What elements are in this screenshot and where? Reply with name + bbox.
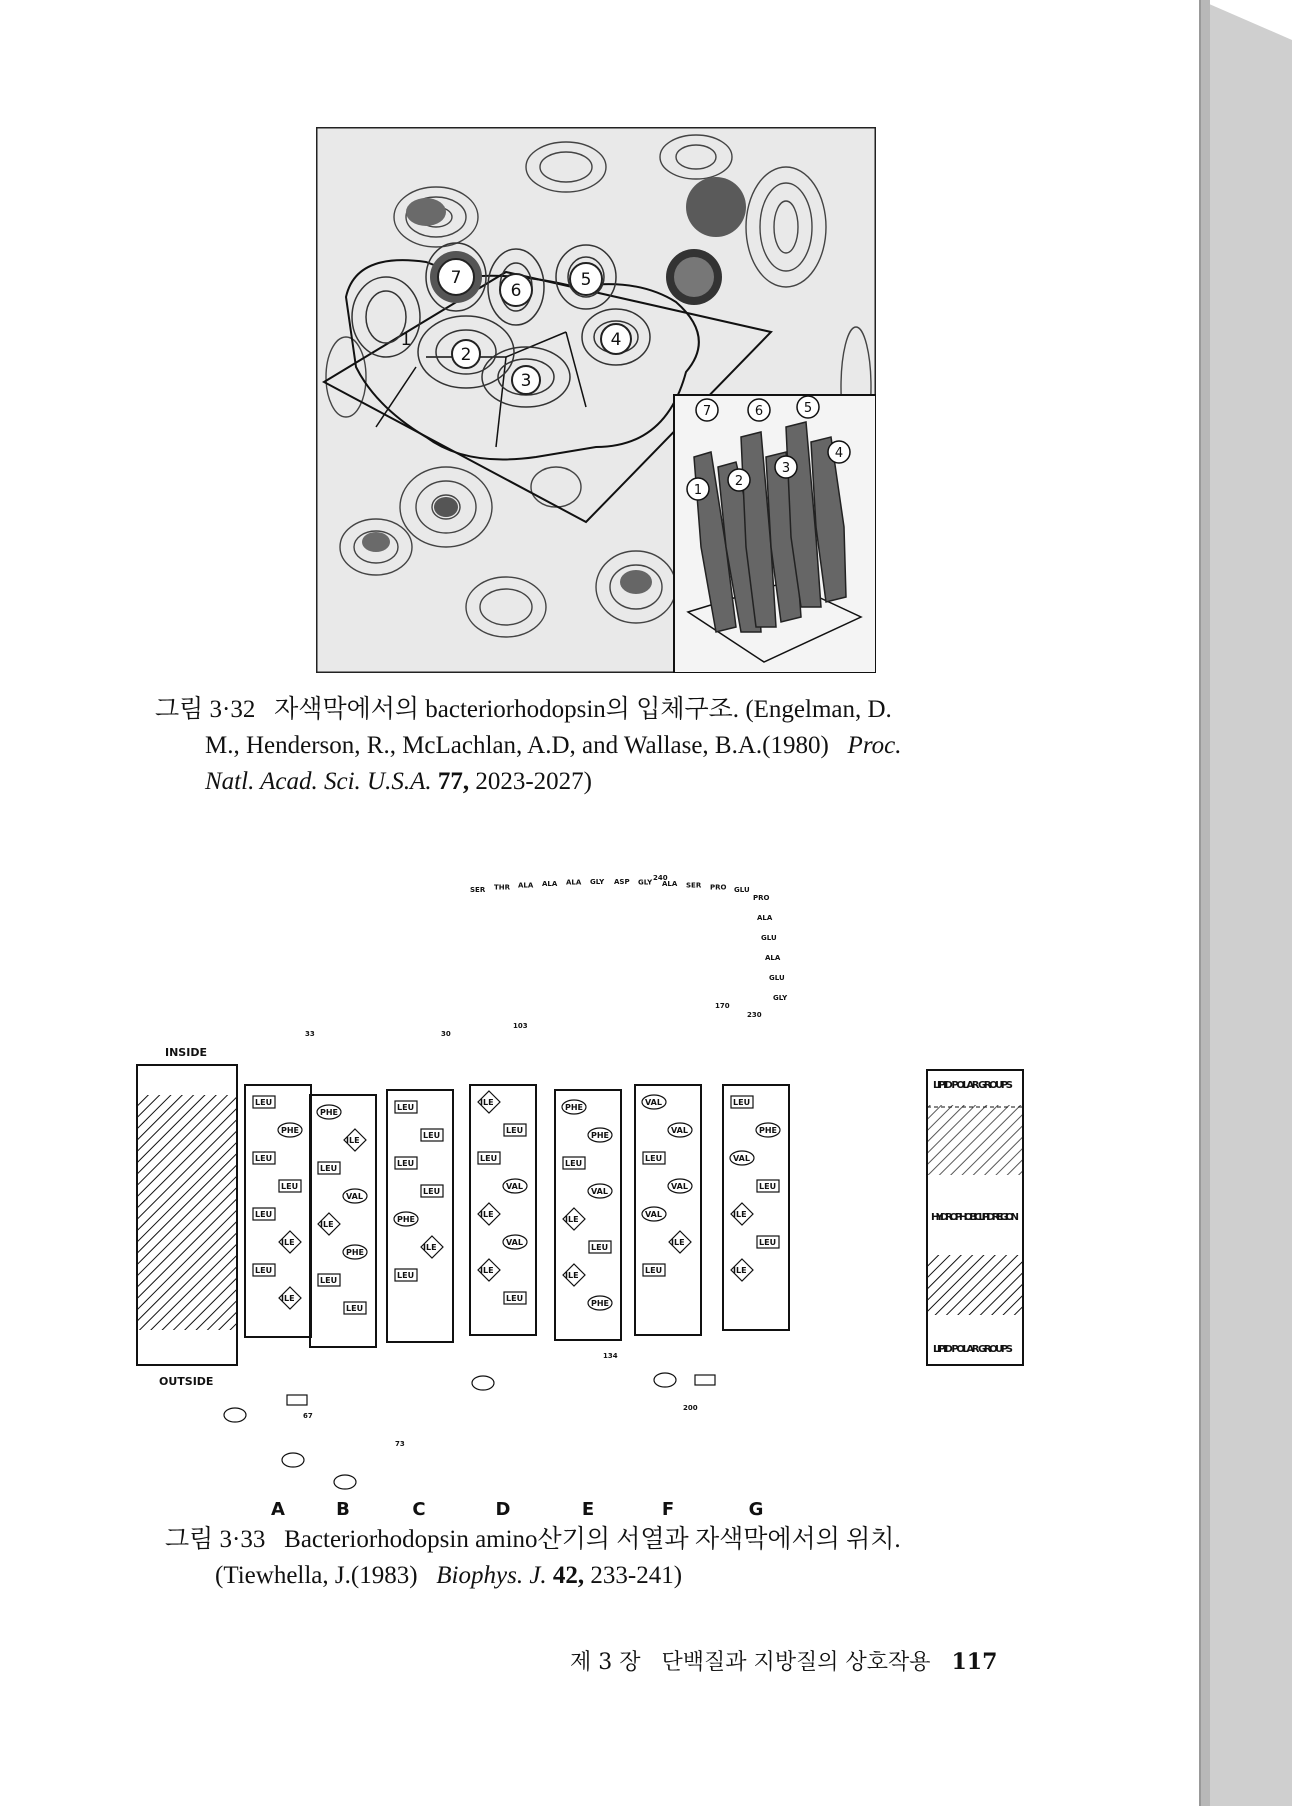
top-loop-residue: GLY (638, 878, 653, 887)
caption-ref-volume: 42, (552, 1562, 585, 1589)
residue-label: LEU (397, 1271, 415, 1280)
residue-label: ILE (281, 1294, 295, 1303)
top-loop-residue: ASP (614, 878, 630, 887)
helix-letter-a: A (271, 1499, 285, 1520)
residue-number-230: 230 (747, 1011, 762, 1019)
helix-label-5: 5 (580, 270, 592, 290)
caption-text: Bacteriorhodopsin amino산기의 서열과 자색막에서의 위치. (284, 1526, 901, 1553)
residue-label: LEU (320, 1164, 338, 1173)
helix-label-4: 4 (610, 330, 622, 350)
residue-label: ILE (346, 1136, 360, 1145)
residue-label: PHE (759, 1126, 778, 1135)
residue-label: PHE (591, 1131, 610, 1140)
helix-label-7: 7 (450, 268, 462, 288)
residue-label: ILE (565, 1271, 579, 1280)
top-loop-residue: ALA (542, 879, 558, 888)
helix-label-2: 2 (460, 345, 472, 365)
label-lipid-polar-bottom: LIPID POLAR GROUPS (933, 1344, 1013, 1355)
residue-label: VAL (506, 1238, 523, 1247)
residue-label: ILE (671, 1238, 685, 1247)
top-loop-residue: ALA (757, 914, 773, 922)
residue-label: LEU (506, 1126, 524, 1135)
footer-title: 단백질과 지방질의 상호작용 (661, 1650, 931, 1675)
residue-label: VAL (645, 1210, 662, 1219)
top-loop-residue: GLU (734, 886, 750, 894)
top-loop-residue: GLU (761, 934, 777, 942)
residue-label: LEU (759, 1182, 777, 1191)
residue-label: ILE (281, 1238, 295, 1247)
top-loop-residue: PRO (710, 883, 727, 892)
residue-label: LEU (506, 1294, 524, 1303)
residue-number-103: 103 (513, 1022, 528, 1030)
residue-label: VAL (645, 1098, 662, 1107)
top-loop-residue: THR (494, 883, 511, 892)
caption-ref-journal-2: Natl. Acad. Sci. U.S.A. (205, 768, 432, 795)
inset-label-1: 1 (693, 483, 703, 498)
inset-label-7: 7 (702, 404, 712, 419)
residue-label: LEU (346, 1304, 364, 1313)
residue-number-170: 170 (715, 1002, 730, 1010)
top-loop-residue: PRO (753, 894, 770, 902)
caption-number: 그림 3·32 (155, 696, 256, 723)
residue-label: LEU (320, 1276, 338, 1285)
inset-label-4: 4 (834, 446, 844, 461)
helix-letter-g: G (748, 1499, 764, 1520)
residue-label: ILE (480, 1266, 494, 1275)
residue-label: LEU (480, 1154, 498, 1163)
residue-label: LEU (255, 1266, 273, 1275)
label-lipid-polar-top: LIPID POLAR GROUPS (933, 1080, 1013, 1091)
caption-ref-volume: 77, (437, 768, 470, 795)
residue-label: ILE (480, 1210, 494, 1219)
caption-figure-3-32 (155, 692, 1015, 800)
figure-3-33 (135, 870, 1025, 1520)
residue-label: LEU (759, 1238, 777, 1247)
label-hydrophobic: HYDROPHOBIC LIPID REGION (931, 1212, 1019, 1223)
residue-number-67: 67 (303, 1412, 313, 1420)
residue-label: LEU (397, 1159, 415, 1168)
residue-label: LEU (281, 1182, 299, 1191)
top-loop-residue: GLY (590, 878, 605, 887)
helix-label-6: 6 (510, 281, 522, 301)
caption-ref-pages: 233-241) (590, 1562, 683, 1589)
residue-label: LEU (591, 1243, 609, 1252)
residue-number-240: 240 (653, 874, 668, 882)
residue-number-134: 134 (603, 1352, 618, 1360)
residue-label: PHE (281, 1126, 300, 1135)
residue-label: VAL (671, 1182, 688, 1191)
page-footer (570, 1645, 1030, 1676)
residue-label: ILE (480, 1098, 494, 1107)
helix-letter-f: F (661, 1499, 675, 1520)
residue-label: ILE (565, 1215, 579, 1224)
residue-number-33: 33 (305, 1030, 315, 1038)
residue-label: LEU (397, 1103, 415, 1112)
residue-label: VAL (733, 1154, 750, 1163)
helix-letter-e: E (581, 1499, 595, 1520)
top-loop-residue: ALA (765, 954, 781, 962)
inset-label-2: 2 (734, 474, 744, 489)
residue-label: LEU (423, 1187, 441, 1196)
top-loop-residue: GLY (773, 994, 788, 1002)
residue-label: LEU (733, 1098, 751, 1107)
caption-korean: 자색막에서의 bacteriorhodopsin의 입체구조. (274, 696, 740, 723)
top-loop-residue: ALA (662, 879, 678, 888)
label-outside: OUTSIDE (159, 1375, 214, 1388)
residue-label: PHE (346, 1248, 365, 1257)
residue-label: PHE (320, 1108, 339, 1117)
caption-ref-pages: 2023-2027) (475, 768, 593, 795)
residue-label: VAL (506, 1182, 523, 1191)
residue-label: LEU (645, 1266, 663, 1275)
residue-number-73: 73 (395, 1440, 405, 1448)
residue-label: ILE (733, 1266, 747, 1275)
label-inside: INSIDE (165, 1046, 207, 1059)
page-number: 117 (951, 1649, 998, 1675)
top-loop-residue: SER (470, 886, 486, 894)
residue-label: LEU (645, 1154, 663, 1163)
top-loop-residue: ALA (518, 881, 534, 890)
helix-letter-d: D (495, 1499, 511, 1520)
caption-number: 그림 3·33 (165, 1526, 266, 1553)
residue-label: LEU (423, 1131, 441, 1140)
footer-chapter: 제 3 장 (570, 1650, 641, 1675)
residue-label: VAL (671, 1126, 688, 1135)
helix-label-1: 1 (400, 330, 412, 350)
residue-label: VAL (591, 1187, 608, 1196)
residue-label: VAL (346, 1192, 363, 1201)
caption-ref-authors-2: M., Henderson, R., McLachlan, A.D, and Wallase, B.A.(1980) (205, 732, 829, 759)
residue-label: LEU (255, 1154, 273, 1163)
residue-label: PHE (397, 1215, 416, 1224)
residue-number-30: 30 (441, 1030, 451, 1038)
residue-label: ILE (733, 1210, 747, 1219)
helix-letter-b: B (336, 1499, 350, 1520)
caption-figure-3-33 (165, 1522, 1025, 1594)
caption-ref-authors: (Tiewhella, J.(1983) (215, 1562, 418, 1589)
inset-label-5: 5 (803, 401, 813, 416)
caption-ref-journal: Biophys. J. (436, 1562, 547, 1589)
residue-label: LEU (255, 1210, 273, 1219)
inset-label-3: 3 (781, 461, 791, 476)
caption-ref-journal-1: Proc. (847, 732, 902, 759)
residue-label: PHE (591, 1299, 610, 1308)
residue-number-200: 200 (683, 1404, 698, 1412)
helix-label-3: 3 (520, 371, 532, 391)
inset-label-6: 6 (754, 404, 764, 419)
residue-label: LEU (255, 1098, 273, 1107)
top-loop-residue: ALA (566, 878, 582, 887)
figure-3-32 (316, 127, 876, 673)
residue-label: LEU (565, 1159, 583, 1168)
top-loop-residue: GLU (769, 974, 785, 982)
residue-label: ILE (320, 1220, 334, 1229)
top-loop-residue: SER (686, 881, 702, 890)
residue-label: PHE (565, 1103, 584, 1112)
residue-label: ILE (423, 1243, 437, 1252)
caption-ref-authors-1: (Engelman, D. (745, 696, 892, 723)
helix-letter-c: C (412, 1499, 426, 1520)
